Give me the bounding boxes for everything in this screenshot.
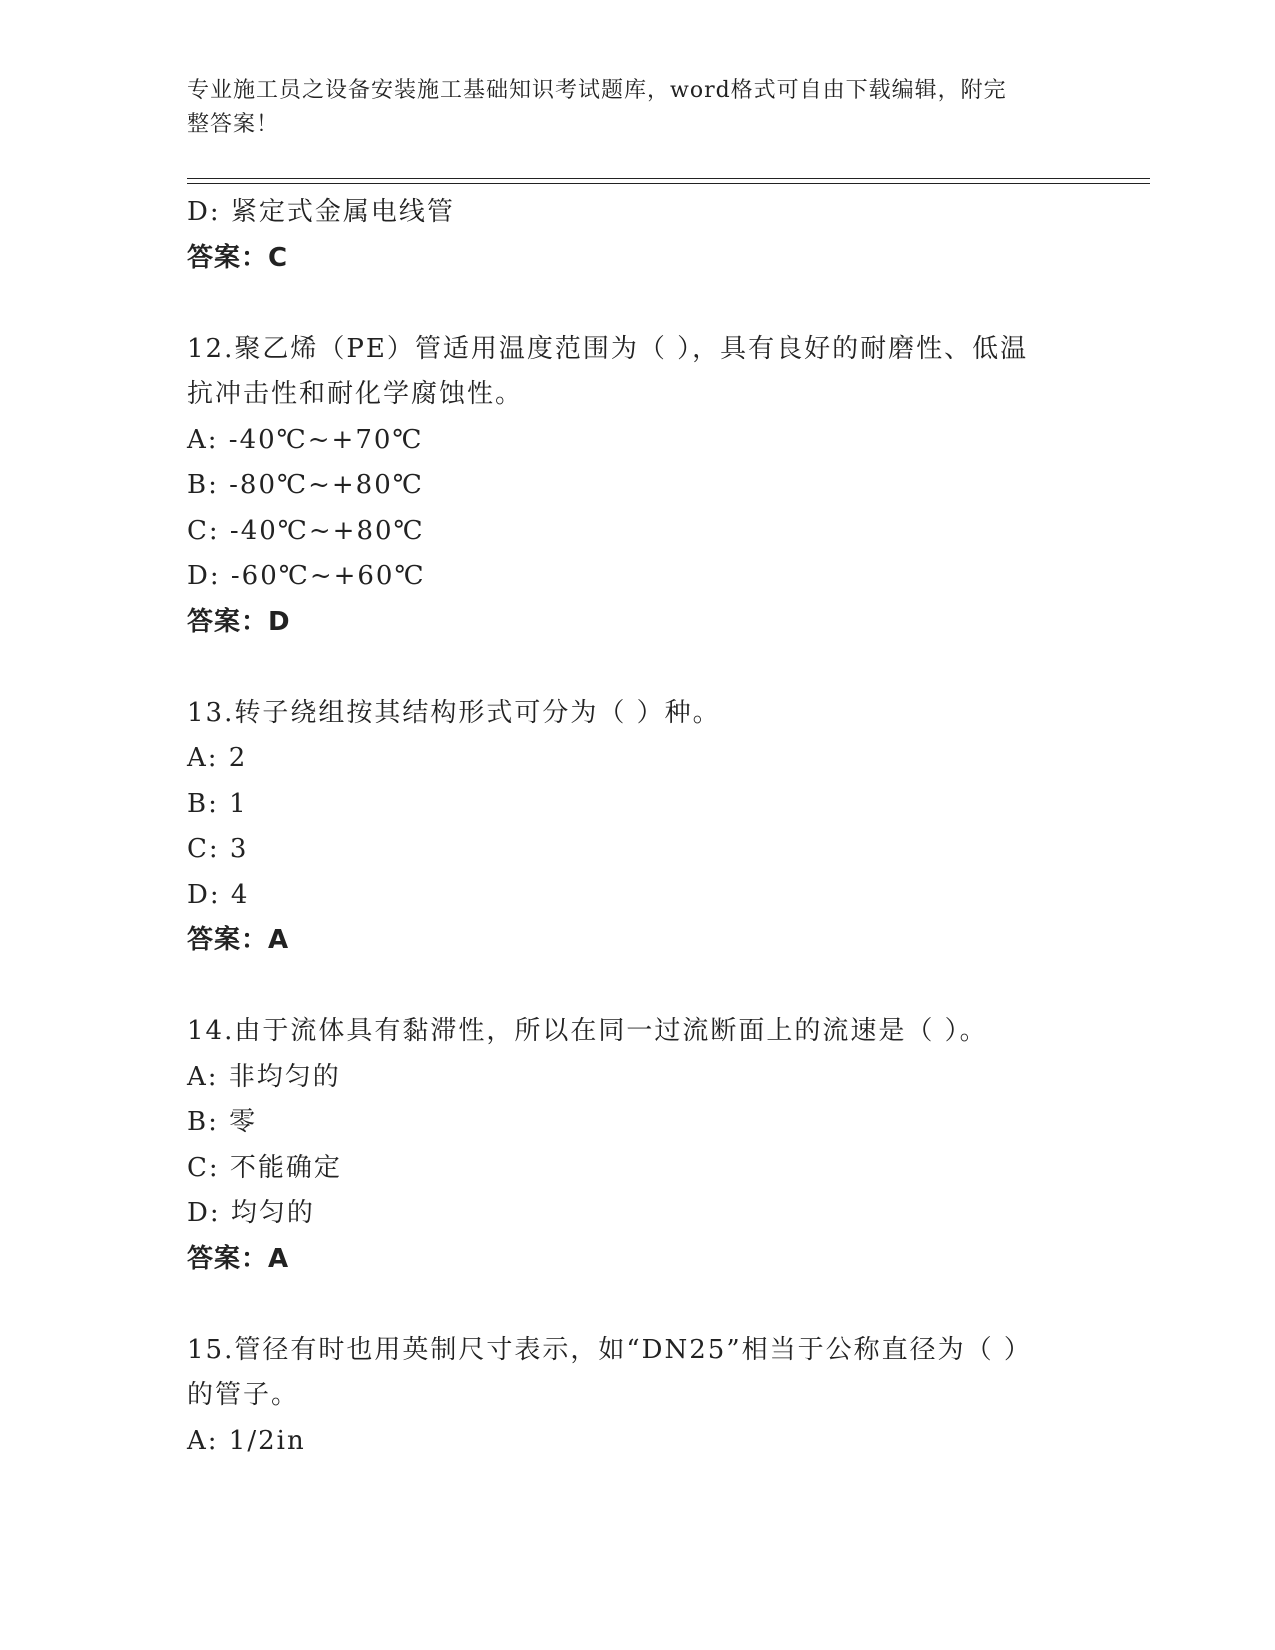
question-11-tail <box>187 190 1087 281</box>
option-d: D: 紧定式金属电线管 <box>187 197 455 227</box>
question-14 <box>187 1009 1087 1282</box>
option-a: A: 2 <box>187 743 248 773</box>
question-12 <box>187 327 1087 646</box>
answer-line: 答案：A <box>187 925 290 955</box>
answer-line: 答案：A <box>187 1243 290 1274</box>
option-a: A: 1/2in <box>187 1425 306 1456</box>
spacer <box>187 964 1087 1010</box>
question-stem: 13.转子绕组按其结构形式可分为（ ）种。 <box>187 697 721 728</box>
question-stem: 14.由于流体具有黏滞性，所以在同一过流断面上的流速是（ ）。 <box>187 1016 988 1046</box>
document-body <box>187 190 1087 1464</box>
answer-line: 答案：D <box>187 606 291 637</box>
spacer <box>187 1282 1087 1328</box>
option-c: C: 不能确定 <box>187 1152 342 1183</box>
header-line-1: 专业施工员之设备安装施工基础知识考试题库，word格式可自由下载编辑，附完 <box>187 78 1007 103</box>
option-c: C: -40℃~+80℃ <box>187 515 425 546</box>
option-c: C: 3 <box>187 834 249 864</box>
question-stem: 12.聚乙烯（PE）管适用温度范围为（ ），具有良好的耐磨性、低温 <box>187 333 1029 364</box>
question-stem-continued: 抗冲击性和耐化学腐蚀性。 <box>187 379 524 409</box>
header-divider-bottom <box>187 183 1150 184</box>
spacer <box>187 281 1087 327</box>
question-15 <box>187 1328 1087 1465</box>
answer-line: 答案：C <box>187 242 289 273</box>
header-line-2: 整答案！ <box>187 112 280 137</box>
document-header <box>187 74 1087 142</box>
spacer <box>187 645 1087 691</box>
option-b: B: 1 <box>187 788 248 819</box>
option-d: D: 4 <box>187 879 250 910</box>
header-divider-top <box>187 178 1150 179</box>
option-b: B: 零 <box>187 1107 258 1137</box>
option-d: D: 均匀的 <box>187 1198 315 1228</box>
option-a: A: -40℃~+70℃ <box>187 424 424 455</box>
question-13 <box>187 691 1087 964</box>
question-stem: 15.管径有时也用英制尺寸表示，如“DN25”相当于公称直径为（ ） <box>187 1334 1032 1365</box>
option-b: B: -80℃~+80℃ <box>187 470 424 500</box>
question-stem-continued: 的管子。 <box>187 1380 300 1410</box>
option-a: A: 非均匀的 <box>187 1061 341 1092</box>
option-d: D: -60℃~+60℃ <box>187 561 426 591</box>
